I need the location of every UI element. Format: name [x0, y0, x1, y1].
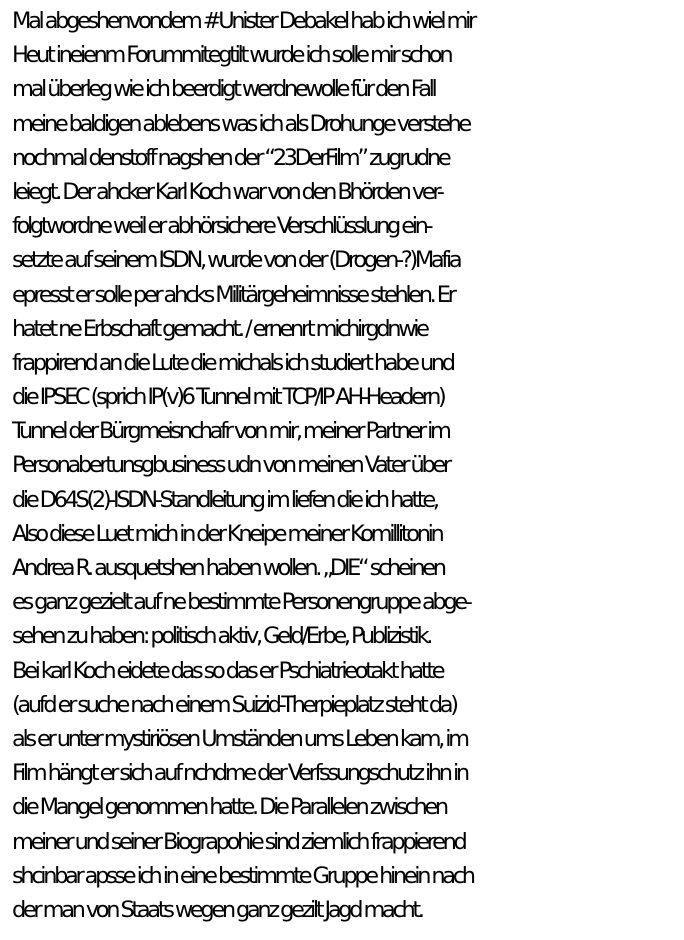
text-line: Heut ineienm Forummitegtilt wurde ich solle mir schon — [12, 42, 451, 69]
text-line: frappirend an die Lute die michals ich studiert habe und — [12, 349, 453, 376]
text-line: Also diese Luet mich in der Kneipe meiner Komillitonin — [12, 520, 442, 547]
text-line: die IPSEC (sprich IP(v)6 Tunnel mit TCP/IP AH-Headern) — [12, 384, 444, 411]
text-line: hatet ne Erbschaft gemacht. / ernenrt michirgdnwie — [12, 315, 427, 342]
text-line: Tunnel der Bürgmeisnchafr von mir, meiner Partner im — [12, 418, 449, 445]
text-line: als er unter mystiriösen Umständen ums Leben kam, im — [12, 725, 467, 752]
text-line: Andrea R. ausquetshen haben wollen. „DIE“ scheinen — [12, 555, 444, 581]
text-line: setzte auf seinem ISDN, wurde von der (Drogen-?)Mafia — [12, 247, 460, 274]
text-line: sehen zu haben: politisch aktiv, Geld/Erbe, Publizistik. — [12, 623, 431, 650]
text-line: meine baldigen ablebens was ich als Drohunge verstehe — [12, 110, 469, 137]
text-line: (aufd er suche nach einem Suizid-Therpieplatz steht da) — [12, 691, 456, 718]
text-line: die D64S(2)-ISDN-Standleitung im liefen die ich hatte, — [12, 486, 437, 513]
text-line: die Mangel genommen hatte. Die Parallelen zwischen — [12, 794, 446, 821]
text-line: meiner und seiner Biograpohie sind ziemlich frappierend — [12, 828, 465, 855]
text-line: Bei karl Koch eidete das so das er Pschiatrieotakt hatte — [12, 657, 443, 684]
text-line: nochmal denstoff nagshen der “23DerFilm” zugrudne — [12, 144, 449, 171]
text-line: Personabertunsgbusiness udn von meinen Vater über — [12, 452, 449, 479]
text-line: der man von Staats wegen ganz gezilt Jagd macht. — [12, 896, 422, 923]
text-line: es ganz gezielt auf ne bestimmte Personengruppe abge- — [12, 589, 470, 616]
text-line: epresst er solle per ahcks Militärgeheimnisse stehlen. Er — [12, 281, 454, 308]
body-text — [12, 4, 684, 927]
text-line: mal überleg wie ich beerdigt werdnewolle für den Fall — [12, 76, 435, 103]
text-line: Mal abgeshenvondem #Unister Debakel hab ich wiel mir — [12, 8, 474, 34]
text-line: shcinbar apsse ich in eine bestimmte Gruppe hinein nach — [12, 862, 473, 889]
text-line: folgtwordne weil er abhörsichere Verschlüsslung ein- — [12, 213, 431, 240]
text-line: Film hängt er sich auf nchdme der Verfssungschutz ihn in — [12, 760, 467, 787]
text-line: leiegt. Der ahcker Karl Koch war von den Bhörden ver- — [12, 178, 442, 205]
